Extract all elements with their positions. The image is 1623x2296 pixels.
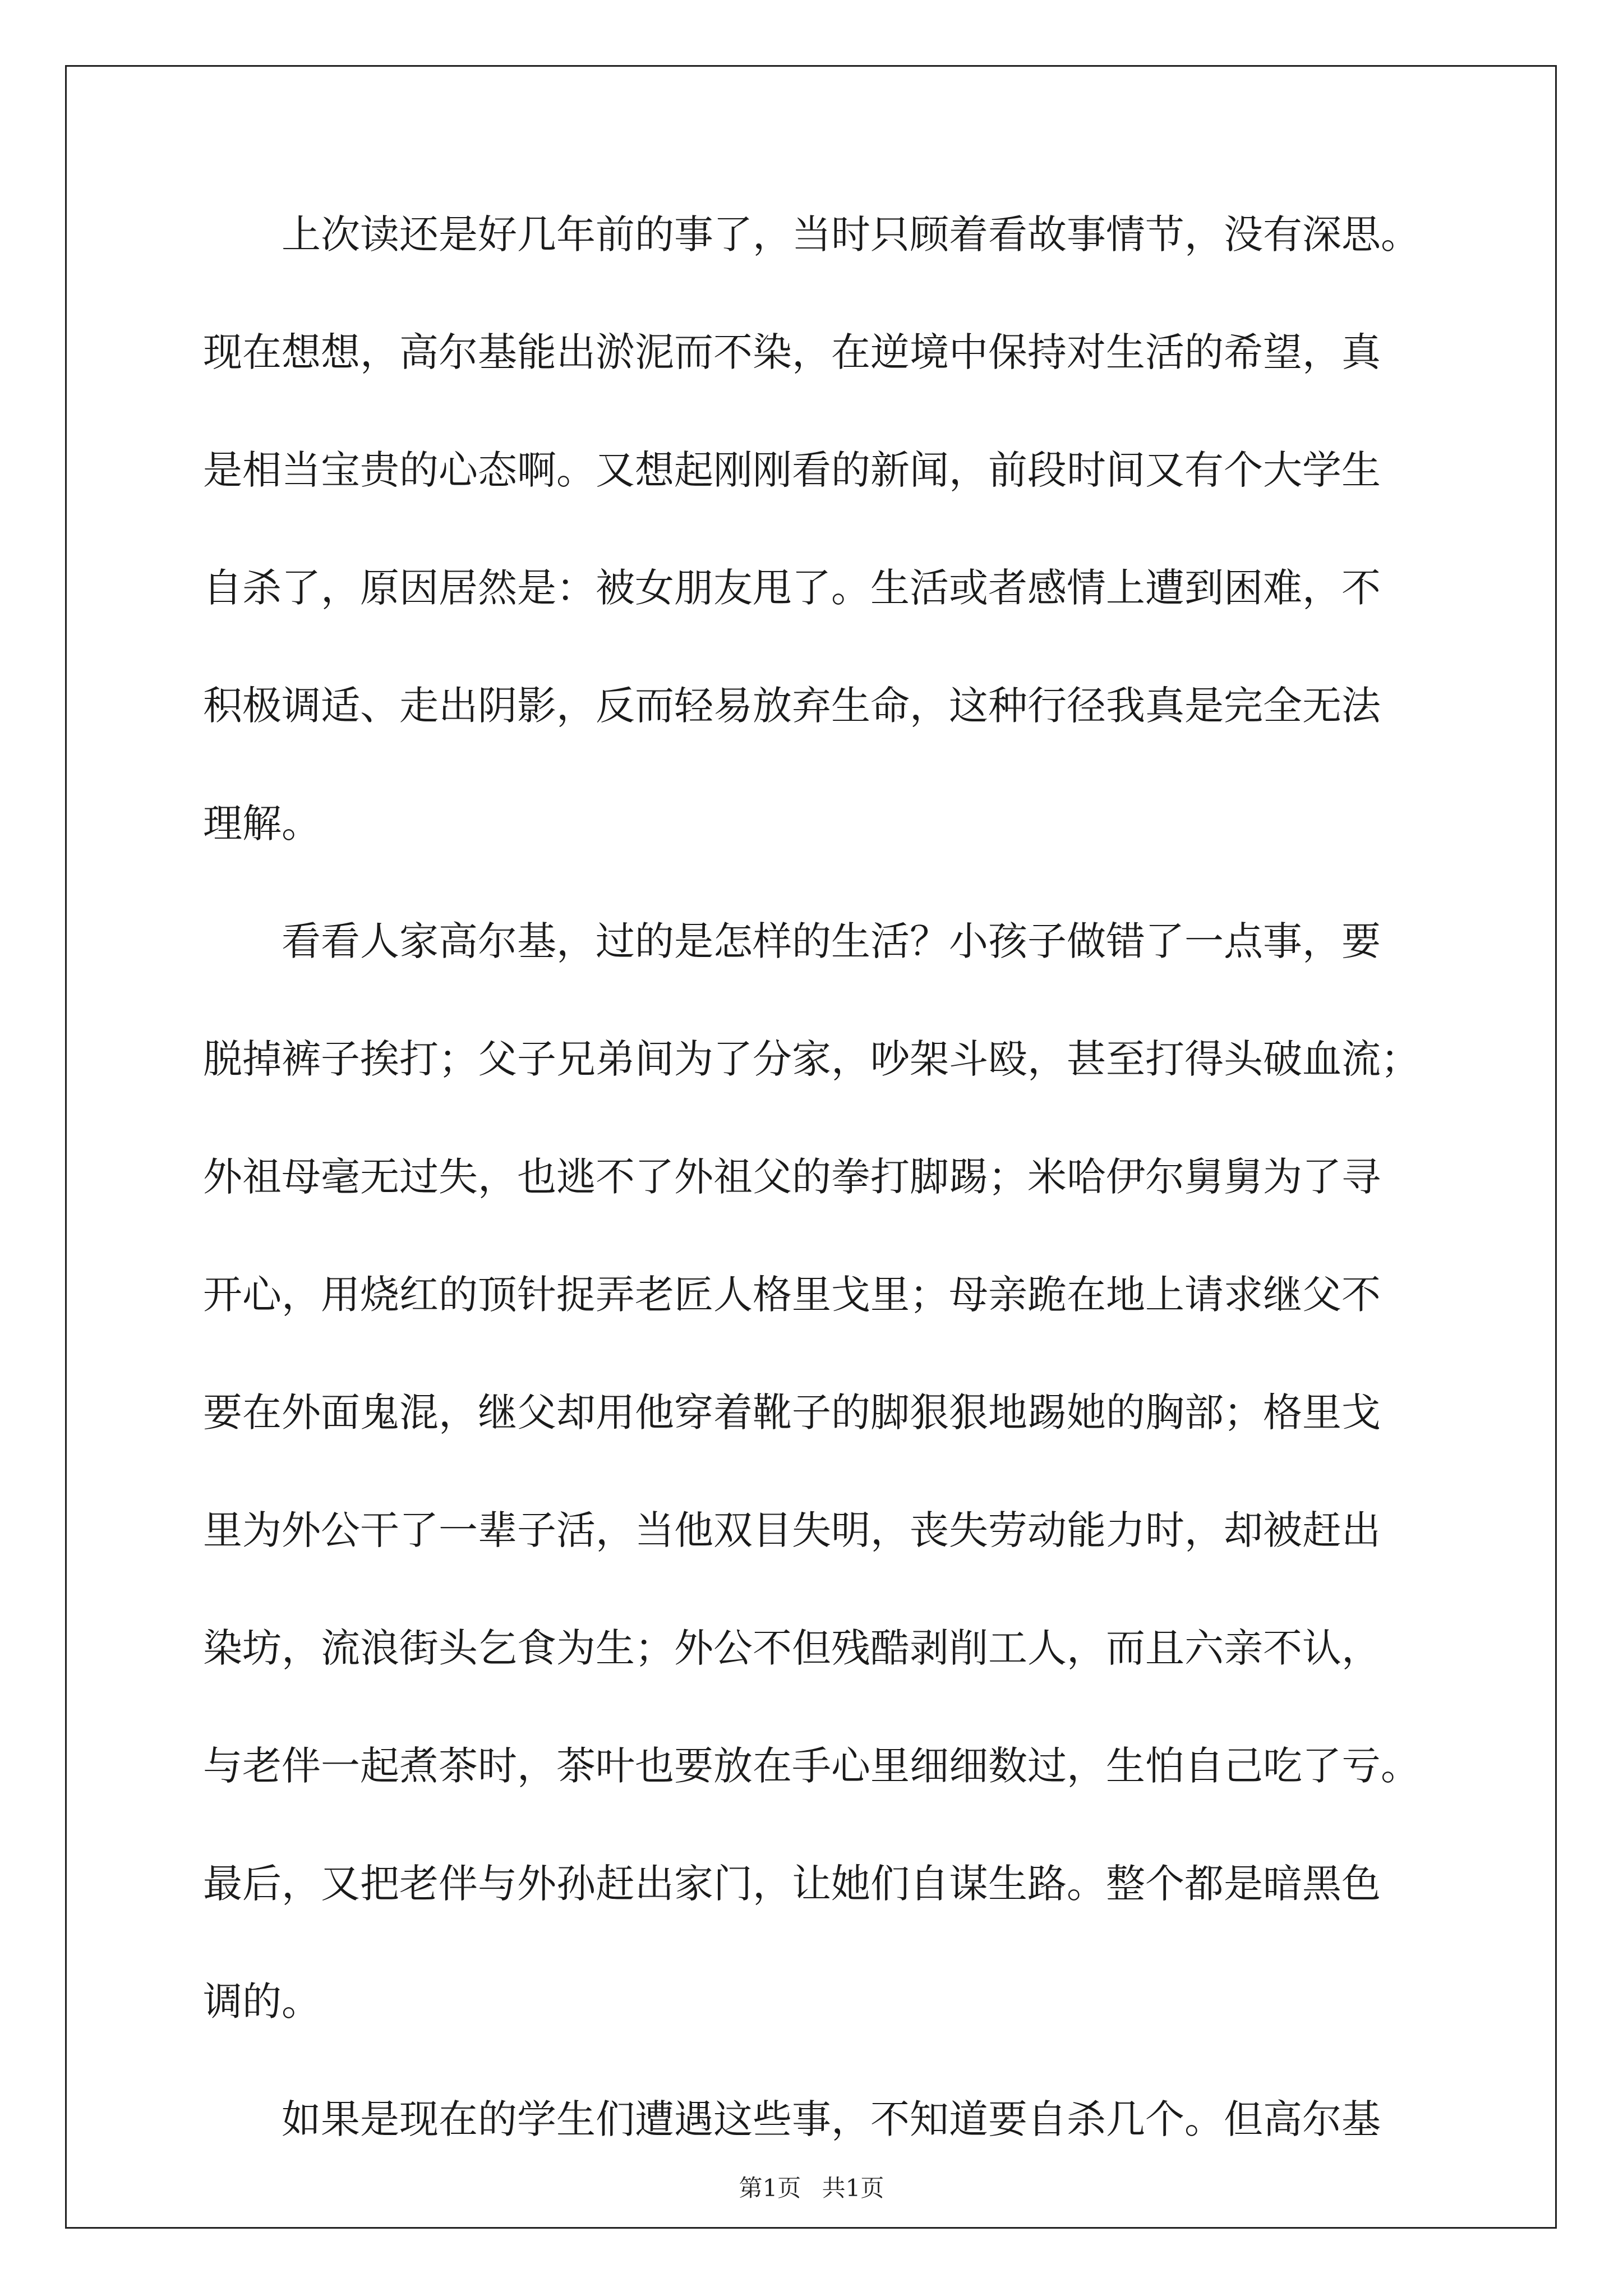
paragraph-1-line-2: 现在想想，高尔基能出淤泥而不染，在逆境中保持对生活的希望，真: [203, 329, 1381, 375]
paragraph-2-line-7: 染坊，流浪街头乞食为生；外公不但残酷剥削工人，而且六亲不认，: [203, 1625, 1381, 1671]
paragraph-1-line-4: 自杀了，原因居然是：被女朋友甩了。生活或者感情上遭到困难，不: [203, 565, 1381, 611]
paragraph-2-line-3: 外祖母毫无过失，也逃不了外祖父的拳打脚踢；米哈伊尔舅舅为了寻: [203, 1154, 1381, 1200]
paragraph-1-line-1: 上次读还是好几年前的事了，当时只顾着看故事情节，没有深思。: [282, 211, 1420, 257]
paragraph-3-line-1: 如果是现在的学生们遭遇这些事，不知道要自杀几个。但高尔基: [282, 2096, 1381, 2142]
paragraph-2-line-8: 与老伴一起煮茶时，茶叶也要放在手心里细细数过，生怕自己吃了亏。: [203, 1743, 1420, 1789]
paragraph-2-line-5: 要在外面鬼混，继父却用他穿着靴子的脚狠狠地踢她的胸部；格里戈: [203, 1389, 1381, 1435]
paragraph-1-line-6: 理解。: [203, 800, 321, 846]
paragraph-2-line-10: 调的。: [203, 1978, 321, 2024]
paragraph-2-line-1: 看看人家高尔基，过的是怎样的生活？小孩子做错了一点事，要: [282, 918, 1381, 964]
page-number-current: 第1页: [739, 2174, 801, 2202]
page-footer: [0, 2170, 1623, 2203]
paragraph-1-line-5: 积极调适、走出阴影，反而轻易放弃生命，这种行径我真是完全无法: [203, 683, 1381, 729]
paragraph-1-line-3: 是相当宝贵的心态啊。又想起刚刚看的新闻，前段时间又有个大学生: [203, 447, 1381, 493]
paragraph-2-line-6: 里为外公干了一辈子活，当他双目失明，丧失劳动能力时，却被赶出: [203, 1507, 1381, 1553]
paragraph-2-line-2: 脱掉裤子挨打；父子兄弟间为了分家，吵架斗殴，甚至打得头破血流；: [203, 1036, 1420, 1082]
paragraph-2-line-4: 开心，用烧红的顶针捉弄老匠人格里戈里；母亲跪在地上请求继父不: [203, 1272, 1381, 1318]
page-number-total: 共1页: [822, 2174, 884, 2202]
paragraph-2-line-9: 最后，又把老伴与外孙赶出家门，让她们自谋生路。整个都是暗黑色: [203, 1861, 1381, 1907]
